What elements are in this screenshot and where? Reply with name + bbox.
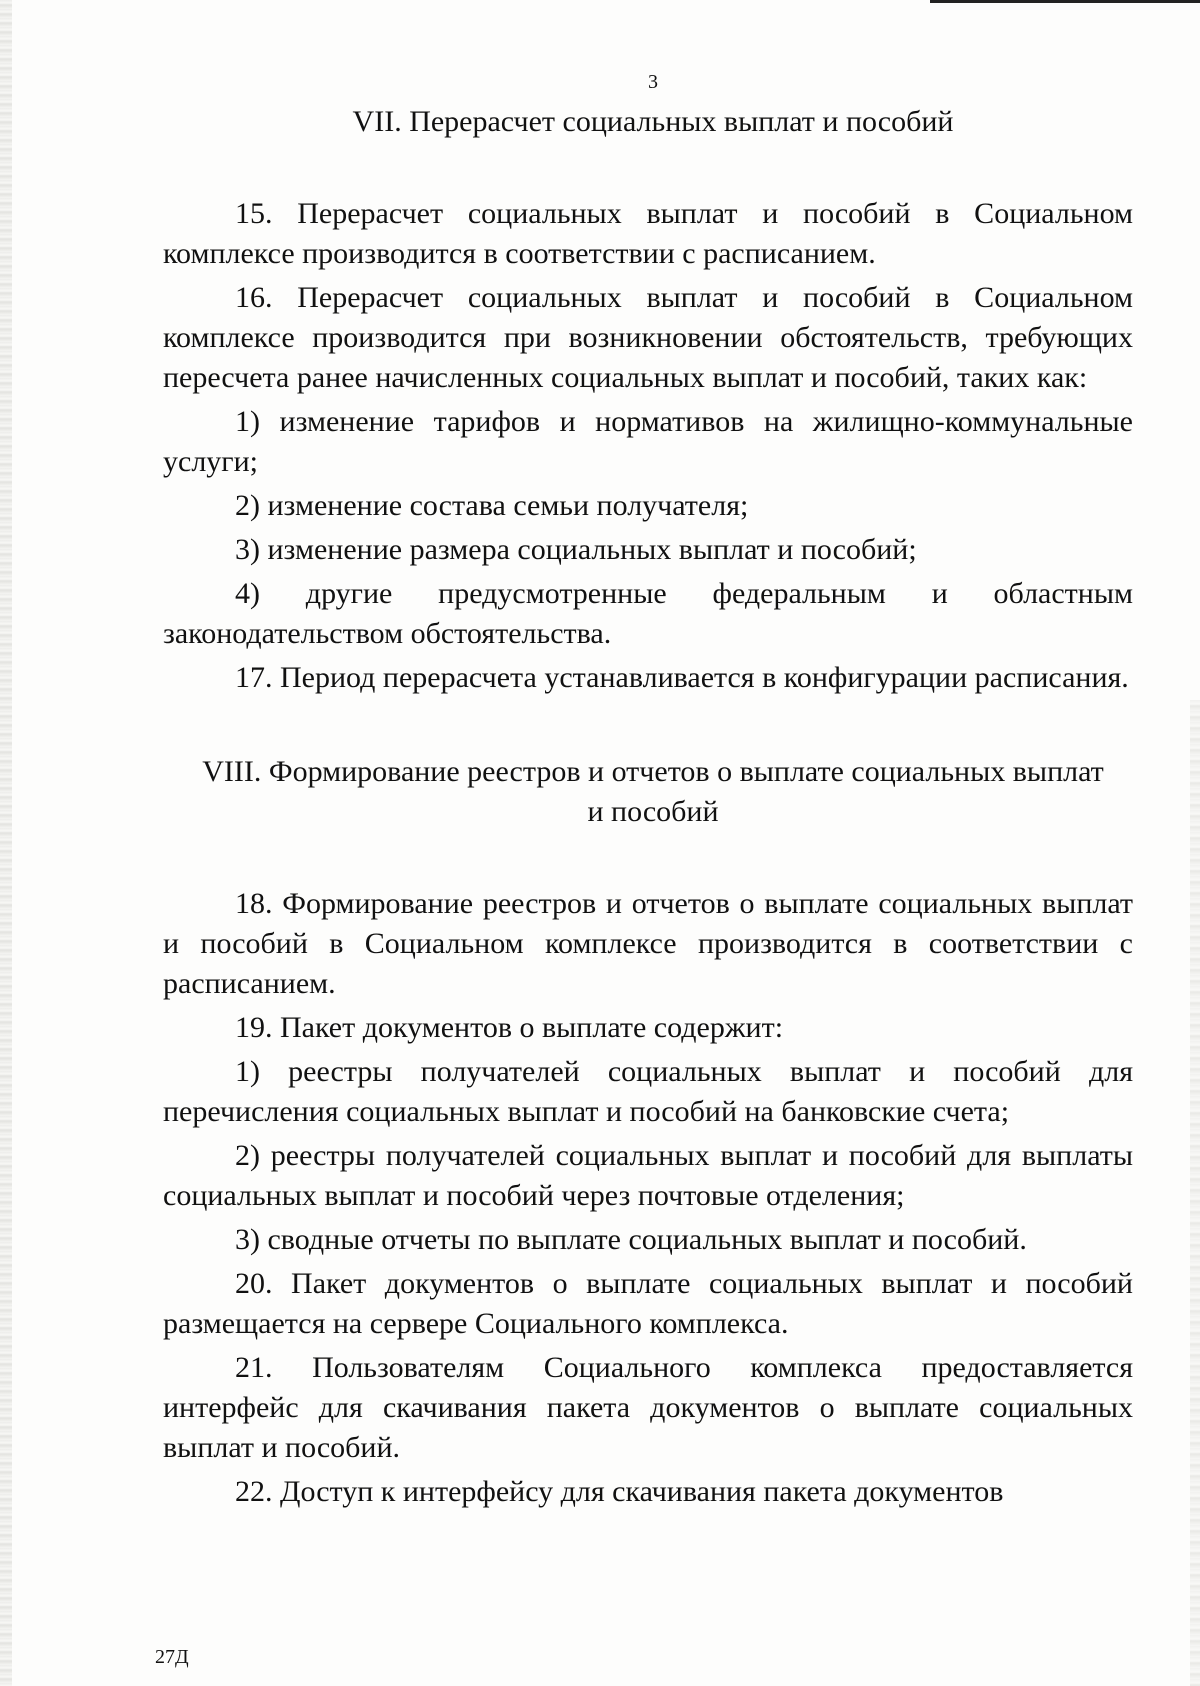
page-number: 3: [648, 71, 658, 93]
list-item-16-1: 1) изменение тарифов и нормативов на жилищно-коммунальные услуги;: [163, 405, 1133, 478]
paragraph-19: 19. Пакет документов о выплате содержит:: [235, 1011, 784, 1044]
paragraph-17: 17. Период перерасчета устанавливается в конфигурации расписания.: [235, 661, 1129, 694]
paragraph-22: 22. Доступ к интерфейсу для скачивания пакета документов: [235, 1475, 1004, 1508]
paragraph-16: 16. Перерасчет социальных выплат и пособий в Социальном комплексе производится при возникновении обстоятельств, требующих пересчета ранее начисленных социальных выплат и пособий, таких как:: [163, 281, 1133, 394]
list-item-16-4: 4) другие предусмотренные федеральным и областным законодательством обстоятельства.: [163, 577, 1133, 650]
scan-edge-right: [1190, 700, 1200, 1686]
paragraph-21: 21. Пользователям Социального комплекса предоставляется интерфейс для скачивания пакета документов о выплате социальных выплат и пособий.: [163, 1351, 1133, 1464]
section-7-title: VII. Перерасчет социальных выплат и пособий: [352, 105, 954, 138]
list-item-19-1: 1) реестры получателей социальных выплат и пособий для перечисления социальных выплат и пособий на банковские счета;: [163, 1055, 1133, 1128]
section-8-title-line1: VIII. Формирование реестров и отчетов о выплате социальных выплат: [202, 755, 1104, 788]
section-8-title-line2: и пособий: [587, 795, 719, 828]
scan-top-line: [930, 0, 1200, 3]
scan-edge-left: [0, 0, 12, 1686]
list-item-19-3: 3) сводные отчеты по выплате социальных выплат и пособий.: [235, 1223, 1027, 1256]
list-item-19-2: 2) реестры получателей социальных выплат и пособий для выплаты социальных выплат и пособий через почтовые отделения;: [163, 1139, 1133, 1212]
footer-code: 27Д: [155, 1646, 189, 1668]
document-body: [163, 70, 1133, 1516]
paragraph-15: 15. Перерасчет социальных выплат и пособий в Социальном комплексе производится в соответствии с расписанием.: [163, 197, 1133, 270]
section-8-title: [163, 752, 1143, 832]
paragraph-20: 20. Пакет документов о выплате социальных выплат и пособий размещается на сервере Социального комплекса.: [163, 1267, 1133, 1340]
list-item-16-3: 3) изменение размера социальных выплат и пособий;: [235, 533, 917, 566]
list-item-16-2: 2) изменение состава семьи получателя;: [235, 489, 749, 522]
paragraph-18: 18. Формирование реестров и отчетов о выплате социальных выплат и пособий в Социальном комплексе производится в соответствии с расписанием.: [163, 887, 1133, 1000]
